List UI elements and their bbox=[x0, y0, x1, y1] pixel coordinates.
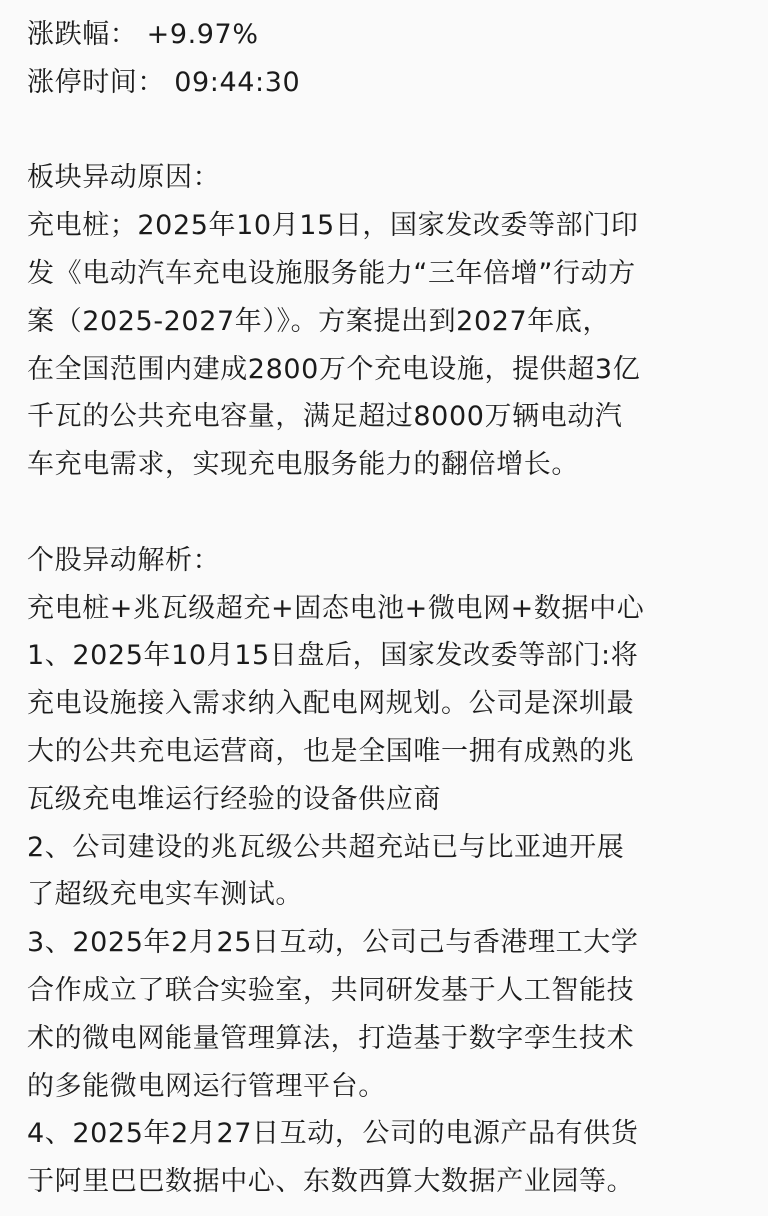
stock-text-line: 1、2025年10月15日盘后，国家发改委等部门:将 bbox=[27, 640, 639, 672]
stock-text-line: 2、公司建设的兆瓦级公共超充站已与比亚迪开展 bbox=[27, 831, 625, 863]
limit-time-line bbox=[27, 59, 757, 107]
limit-time-label: 涨停时间： bbox=[27, 66, 165, 98]
change-value: +9.97% bbox=[146, 19, 259, 50]
sector-text-line: 在全国范围内建成2800万个充电设施，提供超3亿 bbox=[27, 353, 641, 385]
limit-time-value: 09:44:30 bbox=[174, 66, 301, 98]
stock-text-line: 了超级充电实车测试。 bbox=[27, 879, 303, 911]
stock-text-line: 3、2025年2月25日互动，公司己与香港理工大学 bbox=[27, 927, 639, 959]
sector-text-line: 案（2025-2027年）》。方案提出到2027年底， bbox=[27, 305, 611, 337]
document-body bbox=[27, 11, 757, 1206]
stock-text-line: 于阿里巴巴数据中心、东数西算大数据产业园等。 bbox=[27, 1166, 635, 1198]
stock-text-line: 术的微电网能量管理算法，打造基于数字孪生技术 bbox=[27, 1022, 635, 1054]
change-line bbox=[27, 11, 757, 59]
stock-text-line: 的多能微电网运行管理平台。 bbox=[27, 1070, 386, 1102]
stock-text-line: 大的公共充电运营商，也是全国唯一拥有成熟的兆 bbox=[27, 735, 635, 767]
stock-tags-line: 充电桩+兆瓦级超充+固态电池+微电网+数据中心 bbox=[27, 592, 645, 624]
sector-text-line: 充电桩；2025年10月15日，国家发改委等部门印 bbox=[27, 210, 639, 242]
stock-text-line: 4、2025年2月27日互动，公司的电源产品有供货 bbox=[27, 1118, 639, 1150]
change-label: 涨跌幅： bbox=[27, 19, 138, 50]
sector-text-line: 车充电需求，实现充电服务能力的翻倍增长。 bbox=[27, 449, 579, 481]
sector-text-line: 千瓦的公共充电容量，满足超过8000万辆电动汽 bbox=[27, 401, 623, 433]
stock-text-line: 充电设施接入需求纳入配电网规划。公司是深圳最 bbox=[27, 688, 635, 720]
stock-text-line: 瓦级充电堆运行经验的设备供应商 bbox=[27, 783, 441, 815]
spacer bbox=[27, 489, 757, 537]
stock-heading: 个股异动解析： bbox=[27, 544, 221, 576]
spacer bbox=[27, 107, 757, 155]
sector-heading: 板块异动原因： bbox=[27, 162, 221, 194]
sector-text-line: 发《电动汽车充电设施服务能力“三年倍增”行动方 bbox=[27, 257, 636, 289]
stock-text-line: 合作成立了联合实验室，共同研发基于人工智能技 bbox=[27, 974, 635, 1006]
